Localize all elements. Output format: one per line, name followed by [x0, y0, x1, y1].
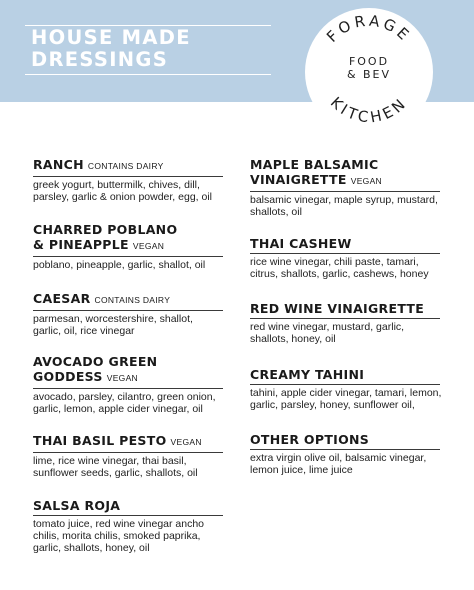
item-name-2: GODDESS VEGAN: [33, 369, 138, 384]
item-divider: [250, 449, 440, 450]
menu-item-red-wine-vinaigrette: [250, 301, 440, 345]
menu-item-other-options: [250, 432, 440, 476]
item-divider: [33, 256, 223, 257]
item-description-2: shallots, honey, oil: [250, 333, 336, 345]
menu-item-creamy-tahini: [250, 367, 440, 411]
item-description-2: chilis, morita chilis, smoked paprika,: [33, 530, 201, 542]
item-note: CONTAINS DAIRY: [94, 295, 171, 305]
menu-item-thai-basil-pesto: [33, 433, 223, 479]
item-description-1: tahini, apple cider vinegar, tamari, lemon,: [250, 387, 442, 399]
item-description-1: lime, rice wine vinegar, thai basil,: [33, 455, 187, 467]
item-description-1: greek yogurt, buttermilk, chives, dill,: [33, 179, 200, 191]
logo-inner-line-1: FOOD: [348, 55, 390, 68]
logo-inner-line-2: & BEV: [346, 68, 392, 81]
item-description-1: balsamic vinegar, maple syrup, mustard,: [250, 194, 438, 206]
svg-text:KITCHEN: KITCHEN: [326, 93, 412, 127]
item-divider: [33, 388, 223, 389]
menu-item-avocado-green-goddess: [33, 354, 223, 415]
item-description-2: garlic, lemon, apple cider vinegar, oil: [33, 403, 203, 415]
item-note: VEGAN: [170, 437, 202, 447]
item-description-2: garlic, oil, rice vinegar: [33, 325, 135, 337]
item-description-2: lemon juice, lime juice: [250, 464, 353, 476]
item-divider: [33, 310, 223, 311]
logo-subtitle: [305, 55, 433, 81]
menu-item-ranch: [33, 157, 223, 203]
item-description-1: avocado, parsley, cilantro, green onion,: [33, 391, 216, 403]
item-name: THAI CASHEW: [250, 236, 352, 251]
item-divider: [250, 318, 440, 319]
item-description-1: poblano, pineapple, garlic, shallot, oil: [33, 259, 206, 271]
item-name: AVOCADO GREEN: [33, 354, 158, 369]
item-name: CREAMY TAHINI: [250, 367, 365, 382]
item-description-1: extra virgin olive oil, balsamic vinegar,: [250, 452, 427, 464]
item-divider: [33, 452, 223, 453]
item-divider: [33, 515, 223, 516]
item-description-2: parsley, garlic & onion powder, egg, oil: [33, 191, 212, 203]
item-note: VEGAN: [106, 373, 138, 383]
item-name-2: VINAIGRETTE VEGAN: [250, 172, 382, 187]
item-divider: [250, 253, 440, 254]
item-description-2: citrus, shallots, garlic, cashews, honey: [250, 268, 429, 280]
item-name-2: & PINEAPPLE VEGAN: [33, 237, 165, 252]
item-name: THAI BASIL PESTO VEGAN: [33, 433, 202, 448]
item-name: SALSA ROJA: [33, 498, 121, 513]
header-bottom-rule: [25, 74, 271, 75]
item-name: CAESAR CONTAINS DAIRY: [33, 291, 171, 306]
item-name: RANCH CONTAINS DAIRY: [33, 157, 164, 172]
menu-item-maple-balsamic: [250, 157, 440, 218]
menu-item-thai-cashew: [250, 236, 440, 280]
title-line-2: DRESSINGS: [31, 48, 169, 71]
item-divider: [33, 176, 223, 177]
page-title: [31, 27, 191, 71]
item-description-1: red wine vinegar, mustard, garlic,: [250, 321, 405, 333]
menu-item-salsa-roja: [33, 498, 223, 554]
item-note: VEGAN: [132, 241, 165, 251]
menu-item-charred-poblano: [33, 222, 223, 271]
item-name: RED WINE VINAIGRETTE: [250, 301, 425, 316]
item-description-1: tomato juice, red wine vinegar ancho: [33, 518, 205, 530]
menu-item-caesar: [33, 291, 223, 337]
title-line-1: HOUSE MADE: [31, 26, 191, 49]
item-description-1: rice wine vinegar, chili paste, tamari,: [250, 256, 419, 268]
svg-text:FORAGE: FORAGE: [323, 11, 415, 46]
item-description-2: shallots, oil: [250, 206, 302, 218]
item-divider: [250, 191, 440, 192]
item-note: CONTAINS DAIRY: [87, 161, 164, 171]
forage-kitchen-logo: [305, 8, 433, 136]
item-description-3: garlic, shallots, honey, oil: [33, 542, 150, 554]
item-name: MAPLE BALSAMIC: [250, 157, 379, 172]
item-note: VEGAN: [350, 176, 382, 186]
item-name: CHARRED POBLANO: [33, 222, 178, 237]
item-description-1: parmesan, worcestershire, shallot,: [33, 313, 193, 325]
item-description-2: garlic, parsley, honey, sunflower oil,: [250, 399, 415, 411]
item-name: OTHER OPTIONS: [250, 432, 370, 447]
item-description-2: sunflower seeds, garlic, shallots, oil: [33, 467, 198, 479]
item-divider: [250, 384, 440, 385]
